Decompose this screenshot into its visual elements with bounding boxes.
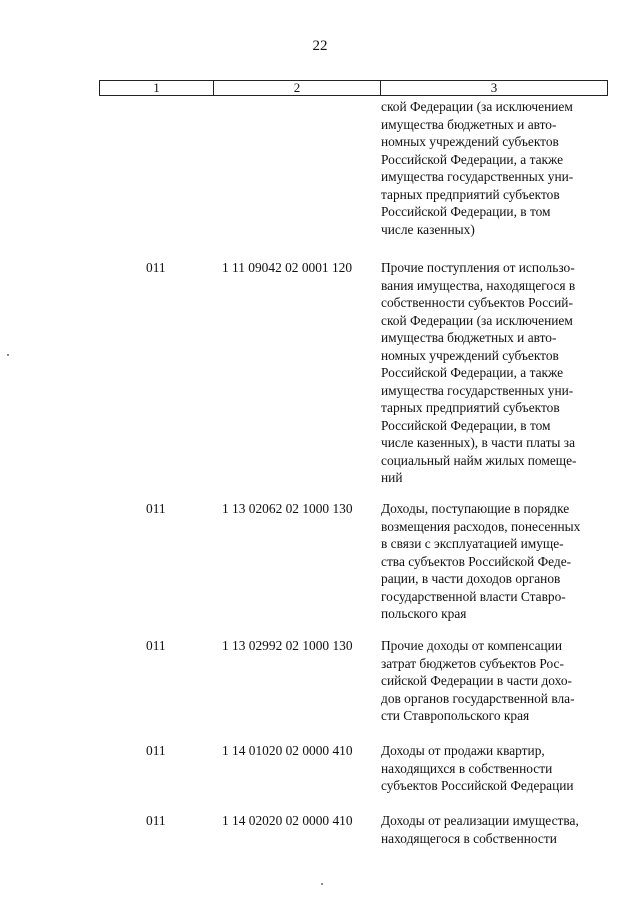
admin-code: 011 <box>146 501 166 516</box>
continuation-line: ской Федерации (за исключением <box>381 99 573 114</box>
description-line: числе казенных), в части платы за <box>381 435 576 450</box>
description-line: Доходы от продажи квартир, <box>381 743 545 758</box>
description-line: польского края <box>381 606 467 621</box>
description-line: Доходы от реализации имущества, <box>381 813 579 828</box>
admin-code: 011 <box>146 743 166 758</box>
description-line: сийской Федерации в части дохо- <box>381 673 573 688</box>
description-line: ний <box>381 470 403 485</box>
description-line: затрат бюджетов субъектов Рос- <box>381 655 564 671</box>
revenue-description <box>381 259 609 487</box>
admin-code: 011 <box>146 813 166 828</box>
description-line: Доходы, поступающие в порядке <box>381 501 570 516</box>
continuation-line: номных учреждений субъектов <box>381 134 559 149</box>
description-line: находящегося в собственности <box>381 830 557 846</box>
continuation-text <box>381 98 609 238</box>
description-line: государственной власти Ставро- <box>381 588 566 604</box>
description-line: находящихся в собственности <box>381 760 553 776</box>
budget-classification-code: 1 14 02020 02 0000 410 <box>222 813 353 828</box>
scan-speck <box>321 883 323 885</box>
description-line: Российской Федерации, в том <box>381 417 551 433</box>
description-line: Российской Федерации, а также <box>381 365 564 380</box>
description-line: собственности субъектов Россий- <box>381 295 573 310</box>
description-line: возмещения расходов, понесенных <box>381 518 581 534</box>
continuation-line: имущества бюджетных и авто- <box>381 116 557 132</box>
continuation-line: тарных предприятий субъектов <box>381 186 560 202</box>
header-col-1: 1 <box>100 81 214 95</box>
description-line: ства субъектов Российской Феде- <box>381 553 572 569</box>
continuation-line: имущества государственных уни- <box>381 169 574 184</box>
description-line: номных учреждений субъектов <box>381 347 559 363</box>
table-header <box>99 80 608 96</box>
admin-code: 011 <box>146 260 166 275</box>
description-line: субъектов Российской Федерации <box>381 778 574 793</box>
budget-classification-code: 1 14 01020 02 0000 410 <box>222 743 353 758</box>
description-line: рации, в части доходов органов <box>381 571 561 586</box>
description-line: тарных предприятий субъектов <box>381 400 560 415</box>
description-line: имущества бюджетных и авто- <box>381 330 557 345</box>
budget-classification-code: 1 13 02992 02 1000 130 <box>222 638 353 653</box>
header-col-2: 2 <box>214 81 381 95</box>
description-line: Прочие поступления от использо- <box>381 260 575 275</box>
continuation-line: Российской Федерации, а также <box>381 151 564 167</box>
budget-classification-code: 1 11 09042 02 0001 120 <box>222 260 353 275</box>
description-line: в связи с эксплуатацией имуще- <box>381 536 564 551</box>
description-line: Прочие доходы от компенсации <box>381 638 563 653</box>
budget-classification-code: 1 13 02062 02 1000 130 <box>222 501 353 516</box>
revenue-description <box>381 742 609 795</box>
page-number: 22 <box>312 38 328 54</box>
description-line: имущества государственных уни- <box>381 382 574 398</box>
header-col-3: 3 <box>490 80 498 95</box>
description-line: вания имущества, находящегося в <box>381 277 576 293</box>
description-line: дов органов государственной вла- <box>381 690 575 706</box>
scan-speck <box>7 354 9 356</box>
revenue-description <box>381 500 609 623</box>
admin-code: 011 <box>146 638 166 653</box>
revenue-description <box>381 637 609 725</box>
description-line: социальный найм жилых помеще- <box>381 452 577 468</box>
revenue-description <box>381 812 609 847</box>
continuation-line: Российской Федерации, в том <box>381 204 551 219</box>
description-line: ской Федерации (за исключением <box>381 312 573 328</box>
continuation-line: числе казенных) <box>381 221 475 237</box>
description-line: сти Ставропольского края <box>381 708 530 723</box>
